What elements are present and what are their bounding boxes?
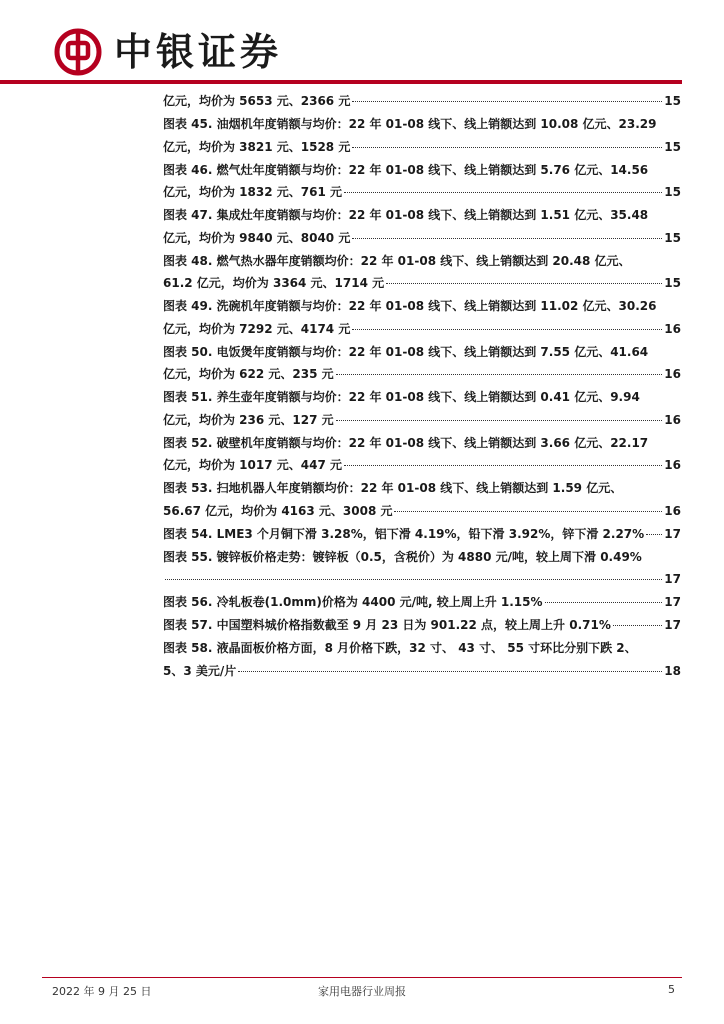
toc-leader-dots xyxy=(646,534,662,535)
toc-entry-line xyxy=(163,477,681,500)
toc-leader-dots xyxy=(344,465,662,466)
toc-page-number: 18 xyxy=(664,663,681,678)
toc-page-number: 15 xyxy=(664,230,681,245)
toc-entry-last-line xyxy=(163,363,681,386)
toc-entry-line xyxy=(163,295,681,318)
brand-name: 中银证券 xyxy=(114,29,283,74)
toc-leader-dots xyxy=(394,511,662,512)
toc-entry-last-line xyxy=(163,500,681,523)
toc-entry-last-line xyxy=(163,272,681,295)
toc-page-number: 15 xyxy=(664,139,681,154)
toc-entry-line xyxy=(163,546,681,569)
toc-leader-dots xyxy=(352,238,662,239)
toc-entry[interactable] xyxy=(163,386,681,431)
toc-entry-text: 图表 47. 集成灶年度销额与均价：22 年 01-08 线下、线上销额达到 1.51 亿元、35.48 xyxy=(163,208,649,222)
toc-entry-text: 图表 54. LME3 个月铜下滑 3.28%，铝下滑 4.19%，铅下滑 3.92%，锌下滑 2.27% xyxy=(163,526,645,541)
toc-entry[interactable] xyxy=(163,159,681,204)
toc-leader-dots xyxy=(352,329,662,330)
toc-leader-dots xyxy=(336,374,663,375)
boc-logo-icon xyxy=(54,28,102,76)
toc-page-number: 16 xyxy=(664,458,681,472)
toc-entry-text: 图表 55. 镀锌板价格走势：镀锌板（0.5，含税价）为 4880 元/吨，较上周下滑 0.49% xyxy=(163,549,642,564)
header-rule xyxy=(0,80,682,84)
toc-leader-dots xyxy=(165,579,662,580)
toc-entry[interactable] xyxy=(163,591,681,614)
toc-entry-text: 图表 50. 电饭煲年度销额与均价：22 年 01-08 线下、线上销额达到 7.55 亿元、41.64 xyxy=(163,344,649,359)
toc-entry-text: 61.2 亿元，均价为 3364 元、1714 元 xyxy=(163,276,385,290)
toc-entry-text: 图表 49. 洗碗机年度销额与均价：22 年 01-08 线下、线上销额达到 11.02 亿元、30.26 xyxy=(163,299,657,313)
toc-entry-last-line xyxy=(163,523,681,546)
toc-entry-text: 图表 56. 冷轧板卷(1.0mm)价格为 4400 元/吨, 较上周上升 1.15% xyxy=(163,595,543,609)
toc-entry-text: 亿元，均价为 236 元、127 元 xyxy=(163,412,334,427)
toc-leader-dots xyxy=(613,625,662,626)
toc-entry-line xyxy=(163,159,681,182)
toc-entry[interactable] xyxy=(163,637,681,682)
toc-entry[interactable] xyxy=(163,204,681,249)
toc-entry[interactable] xyxy=(163,546,681,591)
toc-entry[interactable] xyxy=(163,90,681,113)
toc-entry-text: 亿元，均价为 7292 元、4174 元 xyxy=(163,321,351,336)
toc-entry[interactable] xyxy=(163,113,681,158)
toc-entry[interactable] xyxy=(163,477,681,522)
toc-entry-last-line xyxy=(163,454,681,477)
toc-entry-last-line xyxy=(163,136,681,159)
toc-leader-dots xyxy=(545,602,663,603)
toc-entry-last-line xyxy=(163,614,681,637)
toc-page-number: 16 xyxy=(664,321,681,336)
toc-entry-text: 5、3 美元/片 xyxy=(163,663,237,678)
toc-entry-last-line xyxy=(163,318,681,341)
toc-page-number: 17 xyxy=(664,526,681,541)
toc-entry[interactable] xyxy=(163,341,681,386)
toc-entry-text: 图表 57. 中国塑料城价格指数截至 9 月 23 日为 901.22 点，较上周上升 0.71% xyxy=(163,618,611,632)
footer-report-title: 家用电器行业周报 xyxy=(318,985,406,998)
toc-entry-line xyxy=(163,341,681,364)
toc-entry[interactable] xyxy=(163,523,681,546)
toc-entry-line xyxy=(163,204,681,227)
toc-entry[interactable] xyxy=(163,295,681,340)
toc-entry-line xyxy=(163,386,681,409)
toc-page-number: 15 xyxy=(664,185,681,199)
toc-leader-dots xyxy=(238,671,662,672)
table-of-figures xyxy=(163,90,681,683)
toc-entry-last-line xyxy=(163,660,681,683)
toc-entry-text: 图表 45. 油烟机年度销额与均价：22 年 01-08 线下、线上销额达到 10.08 亿元、23.29 xyxy=(163,117,657,131)
footer-page-number: 5 xyxy=(668,983,675,996)
toc-entry-line xyxy=(163,113,681,136)
toc-entry-text: 亿元，均价为 1017 元、447 元 xyxy=(163,458,342,472)
toc-entry[interactable] xyxy=(163,614,681,637)
page-header xyxy=(0,0,724,84)
toc-entry-text: 亿元，均价为 5653 元、2366 元 xyxy=(163,94,351,108)
toc-entry-text: 图表 51. 养生壶年度销额与均价：22 年 01-08 线下、线上销额达到 0.41 亿元、9.94 xyxy=(163,390,640,404)
toc-entry-text: 亿元，均价为 622 元、235 元 xyxy=(163,367,334,381)
toc-page-number: 15 xyxy=(664,276,681,290)
toc-page-number: 17 xyxy=(664,595,681,609)
toc-page-number: 15 xyxy=(664,94,681,108)
toc-entry-last-line xyxy=(163,181,681,204)
toc-entry-text: 图表 53. 扫地机器人年度销额均价：22 年 01-08 线下、线上销额达到 1.59 亿元、 xyxy=(163,481,623,495)
toc-entry-last-line xyxy=(163,568,681,591)
toc-entry-text: 图表 58. 液晶面板价格方面，8 月价格下跌，32 寸、 43 寸、 55 寸环比分别下跌 2、 xyxy=(163,641,637,655)
toc-entry-text: 亿元，均价为 1832 元、761 元 xyxy=(163,185,342,199)
toc-entry-last-line xyxy=(163,90,681,113)
toc-leader-dots xyxy=(386,283,662,284)
toc-page-number: 17 xyxy=(664,618,681,632)
toc-entry-text: 图表 46. 燃气灶年度销额与均价：22 年 01-08 线下、线上销额达到 5.76 亿元、14.56 xyxy=(163,162,649,177)
toc-entry-last-line xyxy=(163,409,681,432)
toc-entry-line xyxy=(163,432,681,455)
toc-page-number: 16 xyxy=(664,367,681,381)
toc-entry-line xyxy=(163,637,681,660)
toc-entry-last-line xyxy=(163,227,681,250)
toc-entry-text: 图表 48. 燃气热水器年度销额均价：22 年 01-08 线下、线上销额达到 20.48 亿元、 xyxy=(163,253,631,268)
toc-leader-dots xyxy=(352,101,662,102)
toc-entry-last-line xyxy=(163,591,681,614)
toc-entry-text: 图表 52. 破壁机年度销额与均价：22 年 01-08 线下、线上销额达到 3.66 亿元、22.17 xyxy=(163,435,649,450)
toc-entry[interactable] xyxy=(163,432,681,477)
toc-leader-dots xyxy=(352,147,662,148)
toc-entry[interactable] xyxy=(163,250,681,295)
toc-page-number: 17 xyxy=(664,572,681,586)
toc-entry-line xyxy=(163,250,681,273)
toc-page-number: 16 xyxy=(664,503,681,518)
toc-entry-text: 56.67 亿元，均价为 4163 元、3008 元 xyxy=(163,503,393,518)
footer-date: 2022 年 9 月 25 日 xyxy=(52,985,152,998)
toc-leader-dots xyxy=(336,420,663,421)
footer-rule xyxy=(42,977,682,978)
toc-leader-dots xyxy=(344,192,662,193)
toc-page-number: 16 xyxy=(664,412,681,427)
toc-entry-text: 亿元，均价为 3821 元、1528 元 xyxy=(163,139,351,154)
toc-entry-text: 亿元，均价为 9840 元、8040 元 xyxy=(163,230,351,245)
